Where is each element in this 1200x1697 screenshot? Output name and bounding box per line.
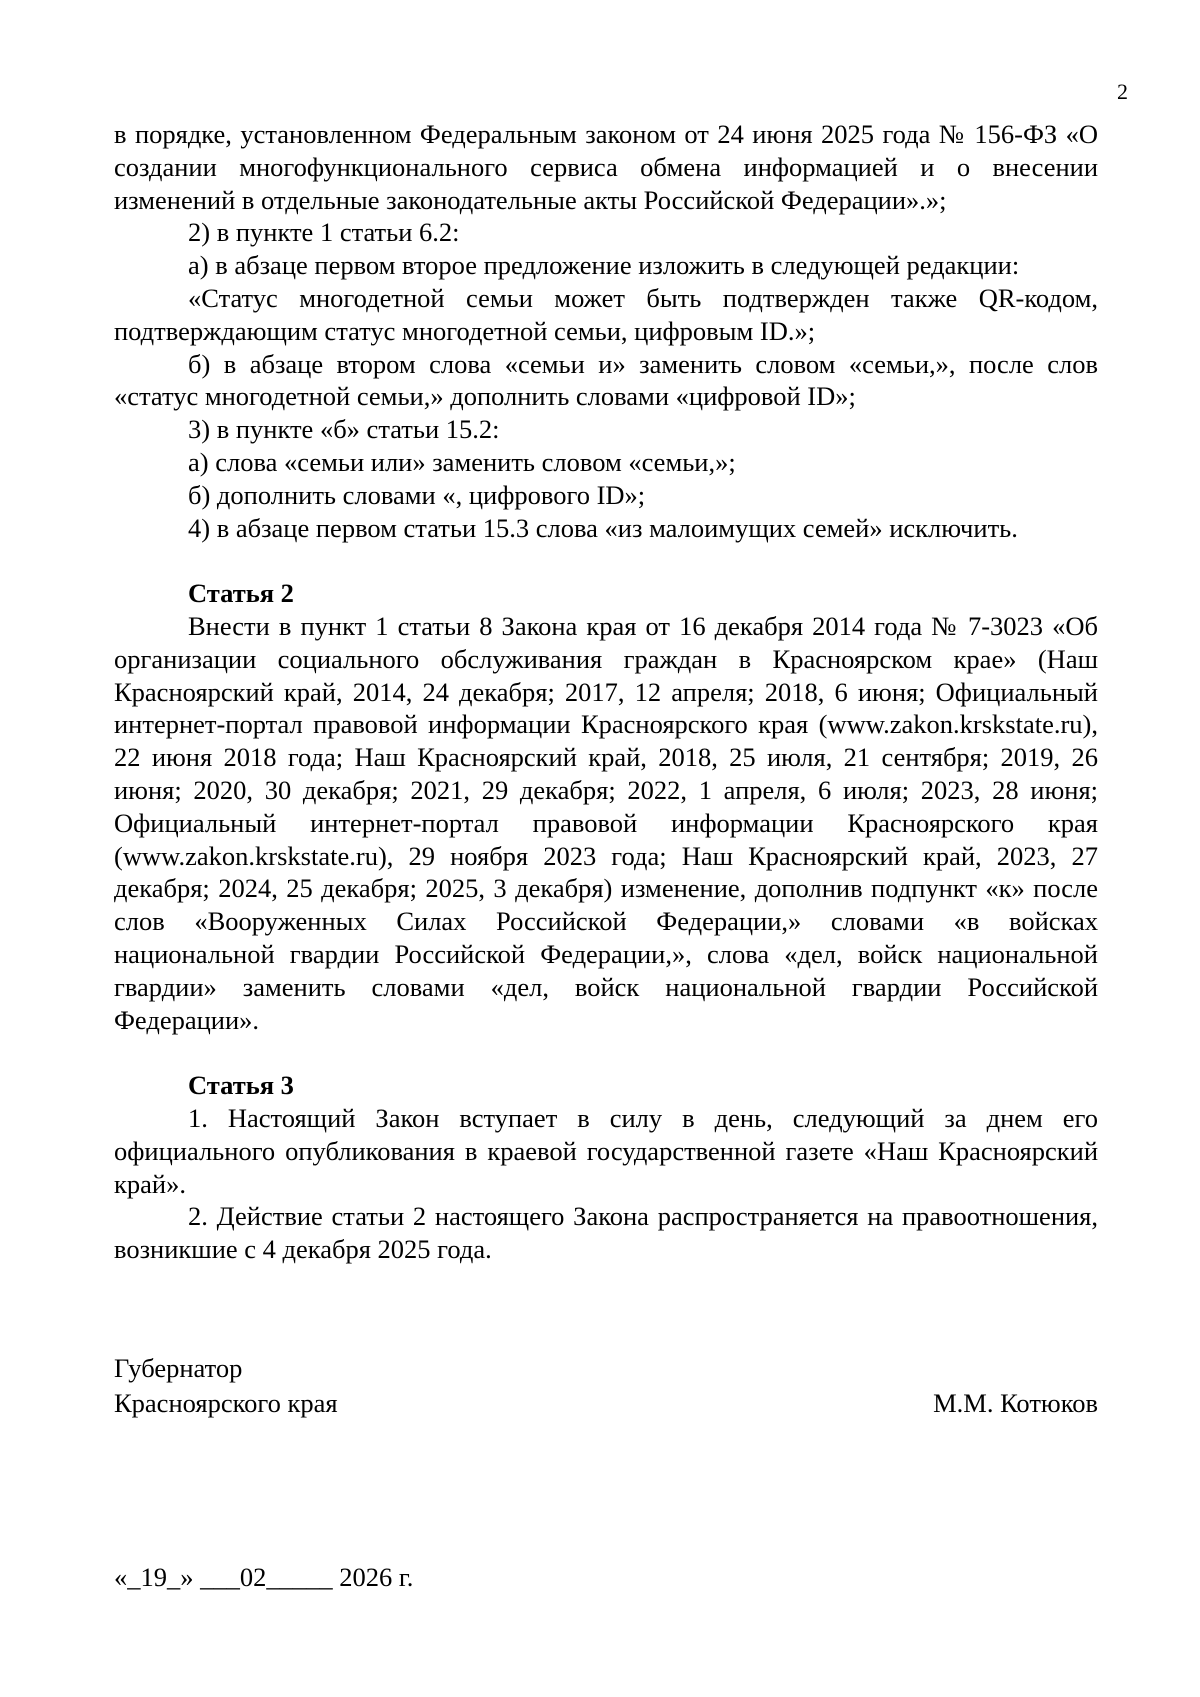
document-body bbox=[114, 118, 1098, 1266]
signer-title-line-1: Губернатор bbox=[114, 1353, 243, 1383]
date-close-quote: » bbox=[180, 1562, 194, 1592]
signer-title-line-2: Красноярского края bbox=[114, 1388, 338, 1418]
signer-name: М.М. Котюков bbox=[933, 1388, 1098, 1418]
article-2-heading: Статья 2 bbox=[188, 578, 294, 609]
signing-date bbox=[114, 1561, 413, 1593]
amendment-item: б) в абзаце втором слова «семьи и» заменить словом «семьи,», после слов «статус многодетной семьи,» дополнить словами «цифровой ID»; bbox=[114, 348, 1098, 412]
amendment-item: а) в абзаце первом второе предложение изложить в следующей редакции: bbox=[188, 250, 1020, 281]
article-3-paragraph-1: 1. Настоящий Закон вступает в силу в день, следующий за днем его официального опубликования в краевой государственной газете «Наш Красноярский край». bbox=[114, 1102, 1098, 1199]
intro-paragraph: в порядке, установленном Федеральным законом от 24 июня 2025 года № 156-ФЗ «О создании многофункционального сервиса обмена информацией и о внесении изменений в отдельные законодательные акты Российской Федерации».»; bbox=[114, 119, 1098, 215]
date-day: _19_ bbox=[127, 1562, 181, 1592]
article-3-heading: Статья 3 bbox=[188, 1070, 294, 1101]
date-month: ___02_____ bbox=[200, 1562, 333, 1592]
amendment-item: б) дополнить словами «, цифрового ID»; bbox=[188, 479, 646, 510]
signature-block bbox=[114, 1351, 1098, 1421]
page-number: 2 bbox=[1117, 79, 1128, 104]
amendment-item: 3) в пункте «б» статьи 15.2: bbox=[188, 414, 500, 445]
amendment-item: 2) в пункте 1 статьи 6.2: bbox=[188, 217, 460, 248]
date-open-quote: « bbox=[114, 1562, 128, 1592]
amendment-item: «Статус многодетной семьи может быть подтвержден также QR-кодом, подтверждающим статус многодетной семьи, цифровым ID.»; bbox=[114, 282, 1098, 346]
amendment-item: 4) в абзаце первом статьи 15.3 слова «из малоимущих семей» исключить. bbox=[188, 512, 1018, 543]
article-2-text: Внести в пункт 1 статьи 8 Закона края от 16 декабря 2014 года № 7-3023 «Об организации социального обслуживания граждан в Красноярском крае» (Наш Красноярский край, 2014, 24 декабря; 2017, 12 апреля; 2018, 6 июня; Официальный интернет-портал правовой информации Красноярского края (www.zakon.krskstate.ru), 22 июня 2018 года; Наш Красноярский край, 2018, 25 июля, 21 сентября; 2019, 26 июня; 2020, 30 декабря; 2021, 29 декабря; 2022, 1 апреля, 6 июля; 2023, 28 июня; Официальный интернет-портал правовой информации Красноярского края (www.zakon.krskstate.ru), 29 ноября 2023 года; Наш Красноярский край, 2023, 27 декабря; 2024, 25 декабря; 2025, 3 декабря) изменение, дополнив подпункт «к» после слов «Вооруженных Силах Российской Федерации,» словами «в войсках национальной гвардии Российской Федерации,», слова «дел, войск национальной гвардии» заменить словами «дел, войск национальной гвардии Российской Федерации». bbox=[114, 610, 1098, 1035]
article-3-paragraph-2: 2. Действие статьи 2 настоящего Закона распространяется на правоотношения, возникшие с 4 декабря 2025 года. bbox=[114, 1201, 1098, 1265]
amendment-item: а) слова «семьи или» заменить словом «семьи,»; bbox=[188, 446, 736, 477]
date-year: 2026 г. bbox=[339, 1562, 414, 1592]
